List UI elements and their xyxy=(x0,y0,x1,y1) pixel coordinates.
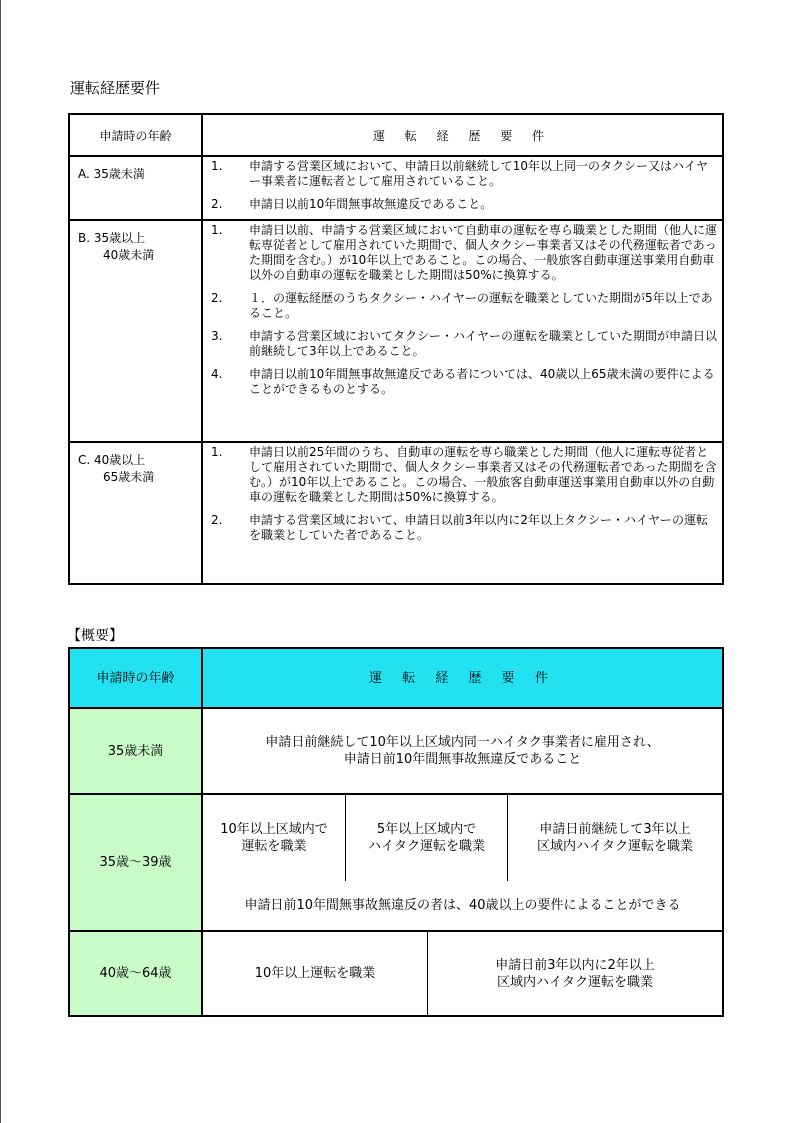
table-row xyxy=(69,708,723,794)
age-label: B. 35歳以上 xyxy=(78,231,146,245)
age-cell xyxy=(69,156,202,220)
item-text: 申請する営業区域において、申請日以前3年以内に2年以上タクシー・ハイヤーの運転を職業としていた者であること。 xyxy=(249,513,709,542)
list-item xyxy=(211,159,718,189)
item-number: 1. xyxy=(211,445,223,459)
table-row xyxy=(69,220,723,442)
item-text: 申請日以前10年間無事故無違反である者については、40歳以上65歳未満の要件によることができるものとする。 xyxy=(249,367,715,396)
requirement-cell xyxy=(202,442,723,584)
requirements-table xyxy=(68,113,724,585)
item-text: 申請日以前、申請する営業区域において自動車の運転を専ら職業とした期間（他人に運転専従者として雇用されていた期間で、個人タクシー事業者又はその代務運転者であった期間を含む。）が10年以上であること。この場合、一般旅客自動車運送事業用自動車以外の自動車の運転を職業とした期間は50%に換算する。 xyxy=(249,223,718,282)
table-row xyxy=(69,931,723,1016)
summary-line: 10年以上区域内で xyxy=(220,822,328,837)
summary-table-header xyxy=(69,648,723,708)
summary-requirement-cell xyxy=(202,794,723,931)
age-label-2: 40歳未満 xyxy=(103,248,155,262)
age-label: A. 35歳未満 xyxy=(78,167,145,181)
table-row xyxy=(69,156,723,220)
summary-age-cell: 35歳未満 xyxy=(69,708,202,794)
list-item xyxy=(211,367,718,397)
list-item xyxy=(211,223,718,283)
summary-line: 申請日前3年以内に2年以上 xyxy=(495,957,655,973)
item-number: 1. xyxy=(211,223,223,237)
requirements-table-header xyxy=(69,114,723,156)
page-title: 運転経歴要件 xyxy=(70,79,161,97)
summary-subgrid xyxy=(203,795,722,930)
summary-requirement-cell xyxy=(202,708,723,794)
summary-requirement-cell xyxy=(202,931,723,1016)
summary-note: 申請日前10年間無事故無違反の者は、40歳以上の要件によることができる xyxy=(203,881,722,930)
summary-subcell xyxy=(203,795,346,881)
summary-table xyxy=(68,647,724,1017)
summary-line: ハイタク運転を職業 xyxy=(367,839,485,854)
summary-subgrid xyxy=(203,932,722,1015)
summary-line: 申請日前継続して10年以上区域内同一ハイタク事業者に雇用され、 xyxy=(265,735,660,750)
summary-age-cell: 35歳～39歳 xyxy=(69,794,202,931)
item-text: 申請日以前25年間のうち、自動車の運転を専ら職業とした期間（他人に運転専従者として雇用されていた期間で、個人タクシー事業者又はその代務運転者であった期間を含む。）が10年以上であること。この場合、一般旅客自動車運送事業用自動車以外の自動車の運転を職業とした期間は50%に換算する。 xyxy=(249,445,717,504)
list-item xyxy=(211,329,718,359)
age-cell xyxy=(69,220,202,442)
list-item xyxy=(211,513,718,543)
page-edge-line xyxy=(0,0,1,1123)
summary-subcell xyxy=(428,932,723,1015)
age-label: C. 40歳以上 xyxy=(78,453,146,467)
summary-subcell: 10年以上運転を職業 xyxy=(203,932,428,1015)
summary-line: 運転を職業 xyxy=(241,839,307,854)
item-text: 申請する営業区域においてタクシー・ハイヤーの運転を職業としていた期間が申請日以前継続して3年以上であること。 xyxy=(249,329,718,358)
item-number: 4. xyxy=(211,367,223,381)
summary-line: 区域内ハイタク運転を職業 xyxy=(496,974,653,990)
summary-line: 区域内ハイタク運転を職業 xyxy=(536,839,693,854)
item-text: １．の運転経歴のうちタクシー・ハイヤーの運転を職業としていた期間が5年以上であること。 xyxy=(249,291,713,320)
summary-subcell xyxy=(508,795,723,881)
summary-line: 申請日前10年間無事故無違反であること xyxy=(343,752,582,767)
item-number: 3. xyxy=(211,329,223,343)
list-item xyxy=(211,291,718,321)
summary-subcell xyxy=(346,795,508,881)
age-label-2: 65歳未満 xyxy=(103,470,155,484)
summary-header-age: 申請時の年齢 xyxy=(69,648,202,708)
summary-age-cell: 40歳～64歳 xyxy=(69,931,202,1016)
summary-line: 5年以上区域内で xyxy=(376,822,477,837)
summary-title: 【概要】 xyxy=(67,628,123,644)
list-item xyxy=(211,445,718,505)
item-number: 1. xyxy=(211,159,223,173)
header-age: 申請時の年齢 xyxy=(69,114,202,156)
table-row xyxy=(69,794,723,931)
item-text: 申請する営業区域において、申請日以前継続して10年以上同一のタクシー又はハイヤー事業者に運転者として雇用されていること。 xyxy=(249,159,709,188)
item-text: 申請日以前10年間無事故無違反であること。 xyxy=(249,197,493,211)
age-cell xyxy=(69,442,202,584)
requirement-cell xyxy=(202,156,723,220)
header-requirement: 運 転 経 歴 要 件 xyxy=(202,114,723,156)
requirement-cell xyxy=(202,220,723,442)
table-row xyxy=(69,442,723,584)
list-item xyxy=(211,197,718,212)
item-number: 2. xyxy=(211,291,223,305)
summary-line: 申請日前継続して3年以上 xyxy=(539,822,691,837)
summary-header-requirement: 運 転 経 歴 要 件 xyxy=(202,648,723,708)
item-number: 2. xyxy=(211,513,223,527)
item-number: 2. xyxy=(211,197,223,211)
